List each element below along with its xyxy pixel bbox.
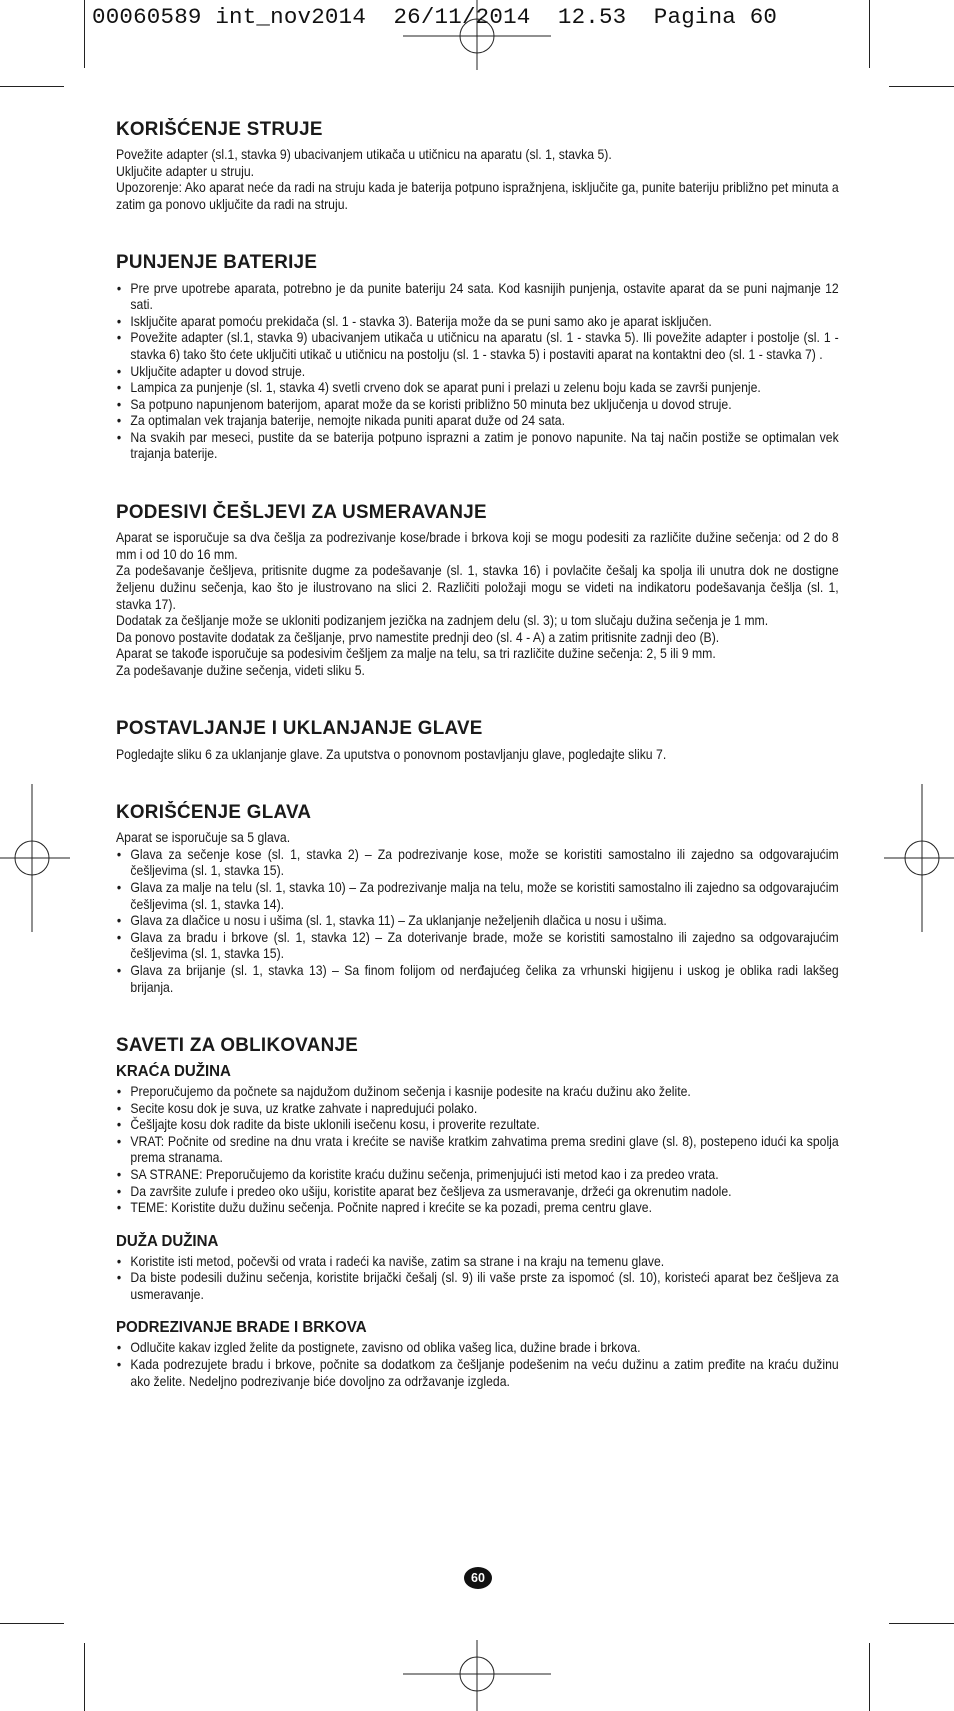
list-item: • Da biste podesili dužinu sečenja, koristite brijački češalj (sl. 9) ili vaše prste za ispomoć (sl. 10), koristeći aparat bez češljeva za usmeravanje. xyxy=(116,1270,839,1303)
section-styling-tips xyxy=(116,1034,839,1390)
section-title: POSTAVLJANJE I UKLANJANJE GLAVE xyxy=(116,718,483,740)
section-title: KORIŠĆENJE STRUJE xyxy=(116,119,323,140)
paragraph: Uključite adapter u struju. xyxy=(116,163,255,179)
crop-mark-top-left-horizontal xyxy=(0,86,64,87)
section-head-fitting xyxy=(116,717,839,763)
crop-mark-bottom-right-horizontal xyxy=(889,1623,954,1624)
paragraph: Da ponovo postavite dodatak za češljanje, prvo namestite prednji deo (sl. 4 - A) a zatim pritisnite zadnji deo (B). xyxy=(116,629,720,645)
list-item: • Uključite adapter u dovod struje. xyxy=(116,364,839,381)
section-title: KORIŠĆENJE GLAVA xyxy=(116,802,312,824)
paragraph: Pogledajte sliku 6 za uklanjanje glave. Za uputstva o ponovnom postavljanju glave, pogledajte sliku 7. xyxy=(116,746,667,762)
paragraph: Povežite adapter (sl.1, stavka 9) ubacivanjem utikača u utičnicu na aparatu (sl. 1, stavka 5). xyxy=(116,147,612,163)
list-item: • Kada podrezujete bradu i brkove, počnite sa dodatkom za češljanje podešenim na veću dužinu a zatim pređite na kraću dužinu ako želite. Nedeljno podrezivanje biće dovoljno za održavanje izgleda. xyxy=(116,1357,839,1390)
registration-mark-top xyxy=(403,0,551,70)
crop-mark-bottom-left xyxy=(84,1643,85,1711)
paragraph: Aparat se takođe isporučuje sa podesivim češljem za malje na telu, sa tri različite dužine sečenja: 2, 5 ili 9 mm. xyxy=(116,646,716,662)
paragraph: Aparat se isporučuje sa 5 glava. xyxy=(116,830,291,846)
list-item: • Češljajte kosu dok radite da biste uklonili isečenu kosu, i proverite rezultate. xyxy=(116,1117,839,1134)
registration-mark-bottom xyxy=(403,1640,551,1711)
section-title: PUNJENJE BATERIJE xyxy=(116,252,318,274)
page-content xyxy=(116,118,839,1406)
list-item: • Na svakih par meseci, pustite da se baterija potpuno isprazni a zatim je ponovo napunite. Na taj način postiže se optimalan vek trajanja baterije. xyxy=(116,430,839,463)
list-item: • Isključite aparat pomoću prekidača (sl. 1 - stavka 3). Baterija može da se puni samo ako je aparat isključen. xyxy=(116,314,839,331)
paragraph: Upozorenje: Ako aparat neće da radi na struju kada je baterija potpuno ispražnjena, isključite ga, punite bateriju približno pet minuta a zatim ga ponovo uključite da radi na struju. xyxy=(116,180,839,212)
list-item: • TEME: Koristite dužu dužinu sečenja. Počnite napred i krećite se ka pozadi, prema centru glave. xyxy=(116,1200,839,1217)
paragraph: Za podešavanje dužine sečenja, videti sliku 5. xyxy=(116,662,365,678)
subsection-title: KRAĆA DUŽINA xyxy=(116,1063,231,1081)
list-item: • Preporučujemo da počnete sa najdužom dužinom sečenja i kasnije podesite na kraću dužinu ako želite. xyxy=(116,1084,839,1101)
paragraph: Za podešavanje češljeva, pritisnite dugme za podešavanje (sl. 1, stavka 16) i povlačite češalj ka spolja ili unutra dok ne dostigne željenu dužinu sečenja, kao što je ilustrovano na slici 2. Različiti položaji mogu se videti na indikatoru podešavanja češlja (sl. 1, stavka 17). xyxy=(116,563,839,612)
list-item: • Glava za brijanje (sl. 1, stavka 13) – Sa finom folijom od nerđajućeg čelika za vrhunski higijenu i uskog je oblika radi lakšeg brijanja. xyxy=(116,963,839,996)
section-using-heads xyxy=(116,801,839,996)
list-item: • Lampica za punjenje (sl. 1, stavka 4) svetli crveno dok se aparat puni i prelazi u zelenu boju kada se završi punjenje. xyxy=(116,380,839,397)
subsection-title: PODREZIVANJE BRADE I BRKOVA xyxy=(116,1319,367,1337)
crop-mark-bottom-left-horizontal xyxy=(0,1623,64,1624)
list-item: • Glava za sečenje kose (sl. 1, stavka 2) – Za podrezivanje kose, može se koristiti samostalno ili zajedno sa odgovarajućim češljevima (sl. 1, stavka 15). xyxy=(116,847,839,880)
list-item: • Za optimalan vek trajanja baterije, nemojte nikada puniti aparat duže od 24 sata. xyxy=(116,413,839,430)
section-title: PODESIVI ČEŠLJEVI ZA USMERAVANJE xyxy=(116,502,487,524)
crop-mark-bottom-right xyxy=(869,1643,870,1711)
paragraph: Dodatak za češljanje može se ukloniti podizanjem jezička na zadnjem delu (sl. 3); u tom slučaju dužina sečenja je 1 mm. xyxy=(116,613,769,629)
list-item: • Secite kosu dok je suva, uz kratke zahvate i napredujući polako. xyxy=(116,1101,839,1118)
list-item: • Da završite zulufe i predeo oko ušiju, koristite aparat bez češljeva za usmeravanje, držeći ga okrenutim nadole. xyxy=(116,1184,839,1201)
registration-mark-left xyxy=(0,784,70,932)
crop-mark-top-right xyxy=(869,0,870,68)
list-item: • Glava za bradu i brkove (sl. 1, stavka 12) – Za doterivanje brade, može se koristiti samostalno ili zajedno sa odgovarajućim češljevima (sl. 1, stavka 15). xyxy=(116,930,839,963)
page-number-badge: 60 xyxy=(464,1567,492,1589)
list-item: • Odlučite kakav izgled želite da postignete, zavisno od oblika vašeg lica, dužine brade i brkova. xyxy=(116,1340,839,1357)
paragraph: Aparat se isporučuje sa dva češlja za podrezivanje kose/brade i brkova koji se mogu podesiti za različite dužine sečenja: od 2 do 8 mm i od 10 do 16 mm. xyxy=(116,530,839,562)
list-item: • Sa potpuno napunjenom baterijom, aparat može da se koristi približno 50 minuta bez uključenja u dovod struje. xyxy=(116,397,839,414)
bullet-list xyxy=(116,1084,839,1217)
crop-mark-top-right-horizontal xyxy=(889,86,954,87)
print-slug-line: 00060589 int_nov2014 26/11/2014 12.53 Pagina 60 xyxy=(92,4,778,30)
list-item: • Glava za dlačice u nosu i ušima (sl. 1, stavka 11) – Za uklanjanje neželjenih dlačica u nosu i ušima. xyxy=(116,913,839,930)
section-battery-charging xyxy=(116,251,839,463)
list-item: • Pre prve upotrebe aparata, potrebno je da punite bateriju 24 sata. Kod kasnijih punjenja, ostavite aparat da se puni najmanje 12 sati. xyxy=(116,281,839,314)
section-power-use xyxy=(116,118,839,213)
list-item: • Glava za malje na telu (sl. 1, stavka 10) – Za podrezivanje malja na telu, može se koristiti samostalno ili zajedno sa odgovarajućim češljevima (sl. 1, stavka 14). xyxy=(116,880,839,913)
crop-mark-top-left xyxy=(84,0,85,68)
list-item: • SA STRANE: Preporučujemo da koristite kraću dužinu sečenja, primenjujući isti metod kao i za predeo vrata. xyxy=(116,1167,839,1184)
bullet-list xyxy=(116,281,839,463)
bullet-list xyxy=(116,1340,839,1390)
list-item: • VRAT: Počnite od sredine na dnu vrata i krećite se naviše kratkim zahvatima prema sredini glave (sl. 8), postepeno idući ka spolja prema stranama. xyxy=(116,1134,839,1167)
subsection-shorter-length xyxy=(116,1063,839,1217)
section-adjustable-combs xyxy=(116,501,839,679)
subsection-longer-length xyxy=(116,1233,839,1304)
list-item: • Koristite isti metod, počevši od vrata i radeći ka naviše, zatim sa strane i na kraju na temenu glave. xyxy=(116,1254,839,1271)
bullet-list xyxy=(116,1254,839,1304)
subsection-beard-trimming xyxy=(116,1319,839,1390)
section-title: SAVETI ZA OBLIKOVANJE xyxy=(116,1035,359,1057)
subsection-title: DUŽA DUŽINA xyxy=(116,1232,219,1250)
bullet-list xyxy=(116,847,839,996)
list-item: • Povežite adapter (sl.1, stavka 9) ubacivanjem utikača u utičnicu na aparatu (sl. 1 - stavka 5). Ili povežite adapter i postolje (sl. 1 - stavka 6) tako što ćete uključiti utikač u utičnicu na postolju (sl. 1 - stavka 5) i postaviti aparat na kontaktni deo (sl. 1 - stavka 7) . xyxy=(116,330,839,363)
